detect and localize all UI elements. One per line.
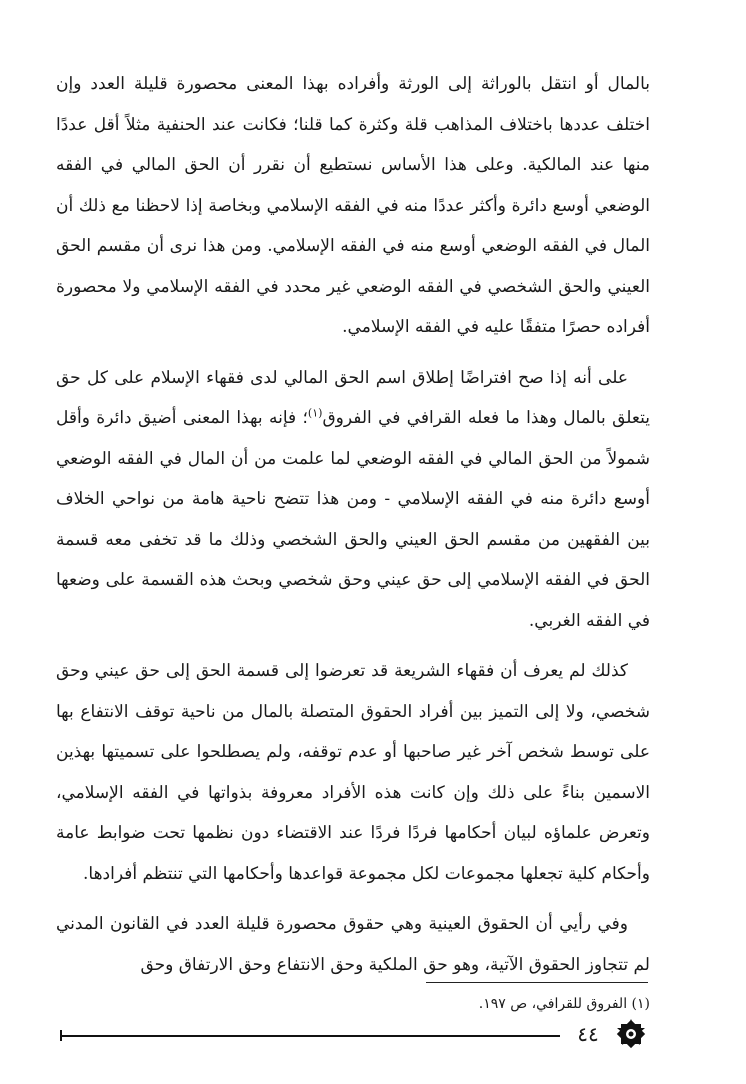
footnote-reference[interactable]: (١)	[307, 406, 323, 420]
paragraph-2-text-a: على أنه إذا صح افتراضًا إطلاق اسم الحق المالي لدى فقهاء الإسلام على كل حق يتعلق بالمال وهذا ما فعله القرافي في الفروق	[56, 367, 650, 428]
paragraph-2	[56, 358, 650, 642]
bottom-divider	[62, 1035, 560, 1037]
paragraph-1: بالمال أو انتقل بالوراثة إلى الورثة وأفراده بهذا المعنى محصورة قليلة العدد وإن اختلف عددها باختلاف المذاهب قلة وكثرة كما قلنا؛ فكانت عند الحنفية مثلاً أقل عددًا منها عند المالكية. وعلى هذا الأساس نستطيع أن نقرر أن الحق المالي في الفقه الوضعي أوسع دائرة وأكثر عددًا منه في الفقه الإسلامي وبخاصة إذا لاحظنا مع ذلك أن المال في الفقه الوضعي أوسع منه في الفقه الإسلامي. ومن هذا نرى أن مقسم الحق العيني والحق الشخصي في الفقه الوضعي غير محدد في الفقه الإسلامي ولا محصورة أفراده حصرًا متفقًا عليه في الفقه الإسلامي.	[56, 74, 650, 337]
footnote-divider	[426, 982, 648, 983]
star-ornament-icon	[614, 1017, 648, 1051]
page-body	[56, 64, 650, 985]
paragraph-4: وفي رأيي أن الحقوق العينية وهي حقوق محصورة قليلة العدد في القانون المدني لم تتجاوز الحقوق الآتية، وهو حق الملكية وحق الانتفاع وحق الارتفاق وحق	[56, 914, 650, 975]
bottom-divider-end	[60, 1030, 62, 1041]
paragraph-2-text-b: ؛ فإنه بهذا المعنى أضيق دائرة وأقل شمولاً من الحق المالي في الفقه الوضعي لما علمت من أن المال في الفقه الوضعي أوسع دائرة منه في الفقه الإسلامي - ومن هذا تتضح ناحية هامة من نواحي الخلاف بين الفقهين من مقسم الحق العيني والحق الشخصي وذلك ما قد تخفى معه قسمة الحق في الفقه الإسلامي إلى حق عيني وحق شخصي وبحث هذه القسمة على وضعها في الفقه الغربي.	[56, 408, 650, 631]
paragraph-3: كذلك لم يعرف أن فقهاء الشريعة قد تعرضوا إلى قسمة الحق إلى حق عيني وحق شخصي، ولا إلى التميز بين أفراد الحقوق المتصلة بالمال من ناحية توقف الانتفاع بها على توسط شخص آخر غير صاحبها أو عدم توقفه، ولم يصطلحوا على تسميتها بهذين الاسمين بناءً على ذلك وإن كانت هذه الأفراد معروفة بذواتها في الفقه الإسلامي، وتعرض علماؤه لبيان أحكامها فردًا فردًا عند الاقتضاء دون نظمها تحت ضوابط عامة وأحكام كلية تجعلها مجموعات لكل مجموعة قواعدها وأحكامها التي تنتظم أفرادها.	[56, 661, 650, 884]
page-number: ٤٤	[577, 1022, 599, 1046]
footnote-text: (١) الفروق للقرافي، ص ١٩٧.	[478, 996, 650, 1012]
